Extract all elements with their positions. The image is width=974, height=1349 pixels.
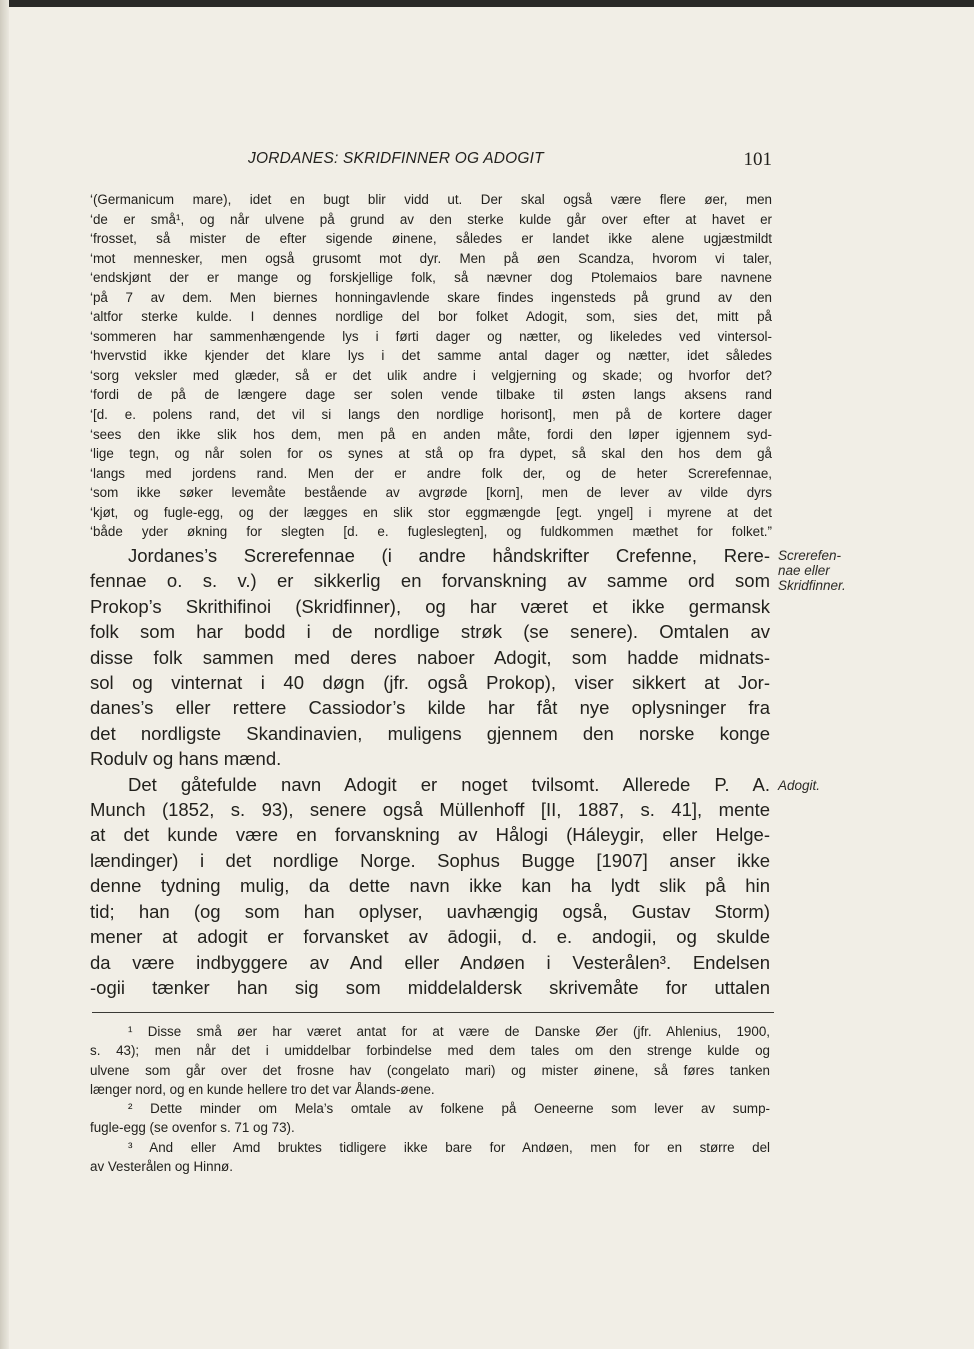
body-line: fennae o. s. v.) er sikkerlig en forvanskning av samme ord som bbox=[90, 570, 770, 592]
quote-line: ‘sees den ikke slik hos dem, men på en anden måte, fordi den løper igjennem syd- bbox=[90, 426, 772, 442]
margin-note-screrefennae bbox=[778, 548, 846, 593]
body-line: sol og vinternat i 40 døgn (jfr. også Prokop), viser sikkert at Jor- bbox=[90, 672, 770, 694]
footnote-line: længer nord, og en kunde hellere tro det var Ålands-øene. bbox=[90, 1081, 435, 1097]
quotation-block bbox=[90, 190, 772, 542]
body-line: -ogii tænker han sig som middelaldersk skrivemåte for uttalen bbox=[90, 976, 770, 998]
page-header bbox=[248, 150, 772, 170]
quote-line: ‘langs med jordens rand. Men der er andre folk der, og de heter Screrefennae, bbox=[90, 465, 772, 481]
margin-note-adogit: Adogit. bbox=[778, 778, 821, 793]
quote-line: ‘de er små¹, og når ulvene på grund av den sterke kulde går over efter at havet er bbox=[90, 211, 772, 227]
quote-line: ‘sorg veksler med glæder, så er det ulik andre i velgjerning og skade; og hvorfor det? bbox=[90, 367, 772, 383]
quote-line: ‘sommeren har sammenhængende lys i førti dager og nætter, og likeledes ved vintersol- bbox=[90, 328, 772, 344]
quote-line: ‘hvervstid ikke kjender det klare lys i det samme antal dager og nætter, idet således bbox=[90, 348, 772, 364]
body-line: Munch (1852, s. 93), senere også Müllenhoff [II, 1887, s. 41], mente bbox=[90, 799, 770, 821]
quote-line: ‘[d. e. polens rand, det vil si langs den nordlige horisont], men på de kortere dager bbox=[90, 407, 772, 423]
quote-line: ‘som ikke søker levemåte bestående av avgrøde [korn], men de lever av vilde dyrs bbox=[90, 485, 772, 501]
footnote-line: ¹ Disse små øer har været antat for at være de Danske Øer (jfr. Ahlenius, 1900, bbox=[128, 1024, 770, 1039]
page-number: 101 bbox=[743, 149, 772, 170]
footnote-line: ulvene som går over det frosne hav (congelato mari) og mister øinene, så føres tanken bbox=[90, 1062, 770, 1078]
top-scan-edge bbox=[0, 0, 974, 7]
body-line: denne tydning mulig, da dette navn ikke kan ha lydt slik på hin bbox=[90, 875, 770, 897]
quote-line: ‘frosset, så mister de efter sigende øinene, således er landet ikke alene ugjæstmildt bbox=[90, 231, 772, 247]
body-line: det nordligste Skandinavien, muligens gjennem den norske konge bbox=[90, 722, 770, 744]
quote-line: ‘fordi de på de længere dage ser solen vende tilbake til østen langs aksens rand bbox=[90, 387, 772, 403]
body-line: at det kunde være en forvanskning av Hålogi (Háleygir, eller Helge- bbox=[90, 824, 770, 846]
footnote-line: s. 43); men når det i umiddelbar forbindelse med dem tales om den strenge kulde og bbox=[90, 1043, 770, 1059]
body-line: disse folk sammen med deres naboer Adogit, som hadde midnats- bbox=[90, 646, 770, 668]
footnote-line: fugle-egg (se ovenfor s. 71 og 73). bbox=[90, 1120, 295, 1136]
margin-note-line: Screrefen- bbox=[778, 548, 842, 563]
margin-note-line: nae eller bbox=[778, 563, 830, 578]
footnote-line: ² Dette minder om Mela’s omtale av folkene på Oeneerne som lever av sump- bbox=[128, 1101, 770, 1117]
margin-note-line: Skridfinner. bbox=[778, 578, 846, 593]
body-text bbox=[90, 543, 770, 1000]
body-line: danes’s eller rettere Cassiodor’s kilde har fåt nye oplysninger fra bbox=[90, 697, 770, 719]
quote-line: ‘altfor sterke kulde. I dennes nordlige del bor folket Adogit, som, sies det, mitt på bbox=[90, 309, 772, 325]
footnote-line: av Vesterålen og Hinnø. bbox=[90, 1159, 233, 1175]
body-line: Det gåtefulde navn Adogit er noget tvilsomt. Allerede P. A. bbox=[128, 773, 770, 795]
quote-line: ‘kjøt, og fugle-egg, og der lægges en slik stor eggmængde [egt. yngel] i myrene at det bbox=[90, 504, 772, 520]
body-line: lændinger) i det nordlige Norge. Sophus Bugge [1907] anser ikke bbox=[90, 849, 770, 871]
running-head: JORDANES: SKRIDFINNER OG ADOGIT bbox=[248, 150, 544, 167]
body-line: da være indbyggere av And eller Andøen i Vesterålen³. Endelsen bbox=[90, 951, 770, 973]
quote-line: ‘mot mennesker, men også grusomt mot dyr. Men på øen Scandza, hvorom vi taler, bbox=[90, 250, 772, 266]
body-line: Jordanes’s Screrefennae (i andre håndskrifter Crefenne, Rere- bbox=[128, 545, 770, 566]
body-line: mener at adogit er forvansket av ādogii, d. e. andogii, og skulde bbox=[90, 926, 770, 948]
quote-line: ‘endskjønt der er mange og forskjellige folk, så nævner dog Ptolemaios bare navnene bbox=[90, 270, 772, 286]
footnote-rule bbox=[92, 1012, 774, 1013]
body-line: Prokop’s Skrithifinoi (Skridfinner), og har været et ikke germansk bbox=[90, 595, 770, 617]
quote-line: ‘lige tegn, og når solen for os synes at stå op fra dypet, så skal den hos dem gå bbox=[90, 446, 772, 462]
footnotes bbox=[90, 1022, 770, 1176]
left-scan-edge bbox=[0, 0, 9, 1349]
body-line: tid; han (og som han oplyser, uavhængig også, Gustav Storm) bbox=[90, 900, 770, 922]
quote-line: ‘både yder økning for slegten [d. e. fugleslegten], og fuldkommen mæthet for folket.” bbox=[90, 524, 772, 540]
quote-line: ‘på 7 av dem. Men biernes honningavlende skare findes ingensteds på grund av den bbox=[90, 289, 772, 305]
body-line: folk som har bodd i de nordlige strøk (se senere). Omtalen av bbox=[90, 621, 770, 643]
quote-line: ‘(Germanicum mare), idet en bugt blir vidd ut. Der skal også være flere øer, men bbox=[90, 192, 772, 207]
footnote-line: ³ And eller Amd bruktes tidligere ikke bare for Andøen, men for en større del bbox=[128, 1139, 770, 1155]
body-line: Rodulv og hans mænd. bbox=[90, 748, 282, 770]
